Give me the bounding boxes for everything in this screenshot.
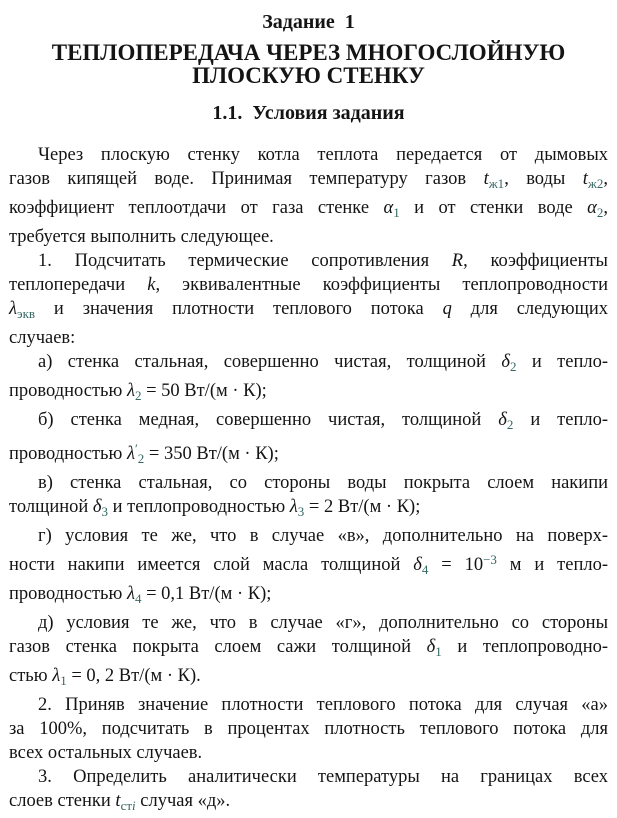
text-line	[9, 635, 608, 664]
math-run: α	[587, 198, 597, 218]
math-run: 1	[435, 644, 442, 659]
paragraph	[9, 693, 608, 765]
text-run: и тепло-	[513, 410, 608, 430]
math-run: λ	[289, 497, 298, 517]
math-run: 2	[509, 359, 517, 374]
paragraph	[9, 765, 608, 818]
text-run: , коэффициенты	[463, 251, 608, 271]
math-run: 3	[297, 504, 305, 519]
document-title-line-2: ПЛОСКУЮ СТЕНКУ	[192, 63, 425, 88]
text-run: проводностью	[9, 444, 127, 464]
text-run: всех остальных случаев.	[9, 743, 203, 763]
math-run: 2	[134, 388, 142, 403]
math-run: ст	[120, 798, 133, 813]
text-run: 3. Определить аналитически температуры на границах всех	[38, 767, 608, 787]
document-title	[0, 41, 617, 87]
text-run: и теплопроводностью	[108, 497, 290, 517]
math-run: k	[147, 275, 156, 295]
math-run: 2	[596, 205, 604, 220]
text-run: и тепло-	[516, 352, 608, 372]
text-run: г) условия те же, что в случае «в», дополнительно на поверх-	[38, 526, 608, 546]
text-run: = 0,1 Вт/(м · К);	[141, 584, 272, 604]
text-line	[9, 249, 608, 273]
document-title-line-1: ТЕПЛОПЕРЕДАЧА ЧЕРЕЗ МНОГОСЛОЙНУЮ	[51, 40, 566, 65]
text-run: случая «д».	[135, 791, 231, 811]
math-run: −3	[483, 552, 497, 567]
task-conditions-text	[0, 143, 617, 818]
math-run: ′	[134, 441, 138, 456]
section-heading: 1.1. Условия задания	[212, 102, 405, 124]
math-run: 2	[137, 451, 145, 466]
text-run: коэффициент теплоотдачи от газа стенке	[9, 198, 384, 218]
text-run: газов кипящей воде. Принимая температуру газов	[9, 169, 484, 189]
paragraph	[9, 350, 608, 408]
math-run: 4	[421, 562, 429, 577]
task-number-heading: Задание 1	[262, 11, 355, 33]
text-line	[9, 225, 608, 249]
text-line	[9, 379, 608, 408]
text-line	[9, 143, 608, 167]
math-run: λ	[9, 299, 18, 319]
text-line	[9, 326, 608, 350]
text-run: толщиной	[9, 497, 93, 517]
math-run: i	[132, 798, 136, 813]
math-run: q	[442, 299, 452, 319]
text-run: слоев стенки	[9, 791, 116, 811]
text-run: = 2 Вт/(м · К);	[304, 497, 421, 517]
text-run: = 50 Вт/(м · К);	[141, 381, 267, 401]
text-run: ности накипи имеется слой масла толщиной	[9, 555, 414, 575]
math-run: δ	[426, 637, 436, 657]
text-run: м и тепло-	[496, 555, 609, 575]
text-run: а) стенка стальная, совершенно чистая, толщиной	[38, 352, 502, 372]
paragraph	[9, 524, 608, 611]
math-run: δ	[501, 352, 510, 372]
text-run: случаев:	[9, 328, 76, 348]
text-line	[9, 741, 608, 765]
text-line	[9, 611, 608, 635]
text-line	[9, 196, 608, 225]
text-line	[9, 524, 608, 548]
document-page	[0, 10, 617, 813]
math-run: экв	[17, 306, 36, 321]
text-line	[9, 350, 608, 379]
math-run: δ	[413, 555, 422, 575]
text-line	[9, 717, 608, 741]
text-run: проводностью	[9, 381, 127, 401]
text-run: и от стенки воде	[399, 198, 588, 218]
text-run: и теплопроводно-	[441, 637, 609, 657]
text-line	[9, 273, 608, 297]
text-run: ,	[603, 198, 608, 218]
paragraph	[9, 611, 608, 693]
math-run: λ	[126, 444, 135, 464]
math-run: t	[483, 169, 489, 189]
math-run: δ	[498, 410, 507, 430]
text-run: и значения плотности теплового потока	[35, 299, 443, 319]
text-run: стью	[9, 666, 53, 686]
math-run: ж2	[587, 176, 604, 191]
paragraph	[9, 143, 608, 249]
math-run: λ	[126, 381, 135, 401]
text-line	[9, 582, 608, 611]
text-run: теплопередачи	[9, 275, 148, 295]
text-run: 1. Подсчитать термические сопротивления	[38, 251, 452, 271]
text-run: , эквивалентные коэффициенты теплопроводности	[155, 275, 608, 295]
math-run: α	[383, 198, 394, 218]
paragraph	[9, 471, 608, 524]
text-line	[9, 548, 608, 582]
text-line	[9, 297, 608, 326]
text-line	[9, 789, 608, 818]
text-run: = 350 Вт/(м · К);	[144, 444, 279, 464]
text-run: , воды	[504, 169, 583, 189]
math-run: 4	[134, 591, 142, 606]
text-run: для следующих	[451, 299, 608, 319]
math-run: 2	[506, 417, 514, 432]
text-run: газов стенка покрыта слоем сажи толщиной	[9, 637, 427, 657]
text-run: в) стенка стальная, со стороны воды покрыта слоем накипи	[38, 473, 608, 493]
text-run: Через плоскую стенку котла теплота передается от дымовых	[38, 145, 608, 165]
text-line	[9, 664, 608, 693]
math-run: λ	[52, 666, 61, 686]
text-line	[9, 471, 608, 495]
math-run: t	[582, 169, 588, 189]
text-run: б) стенка медная, совершенно чистая, толщиной	[38, 410, 499, 430]
text-line	[9, 408, 608, 437]
text-line	[9, 693, 608, 717]
text-run: за 100%, подсчитать в процентах плотность теплового потока для	[9, 719, 608, 739]
text-run: проводностью	[9, 584, 127, 604]
math-run: ж1	[488, 176, 505, 191]
text-line	[9, 765, 608, 789]
math-run: λ	[126, 584, 135, 604]
text-run: = 10	[428, 555, 484, 575]
math-run: 1	[60, 673, 67, 688]
text-run: = 0, 2 Вт/(м · К).	[66, 666, 201, 686]
text-run: ,	[603, 169, 608, 189]
text-run: требуется выполнить следующее.	[9, 227, 274, 247]
paragraph	[9, 249, 608, 350]
math-run: R	[451, 251, 464, 271]
math-run: 3	[101, 504, 109, 519]
math-run: t	[115, 791, 121, 811]
text-run: д) условия те же, что в случае «г», дополнительно со стороны	[38, 613, 608, 633]
text-line	[9, 437, 608, 471]
text-run: 2. Приняв значение плотности теплового потока для случая «а»	[38, 695, 608, 715]
paragraph	[9, 408, 608, 471]
math-run: 1	[393, 205, 400, 220]
math-run: δ	[92, 497, 102, 517]
text-line	[9, 167, 608, 196]
text-line	[9, 495, 608, 524]
